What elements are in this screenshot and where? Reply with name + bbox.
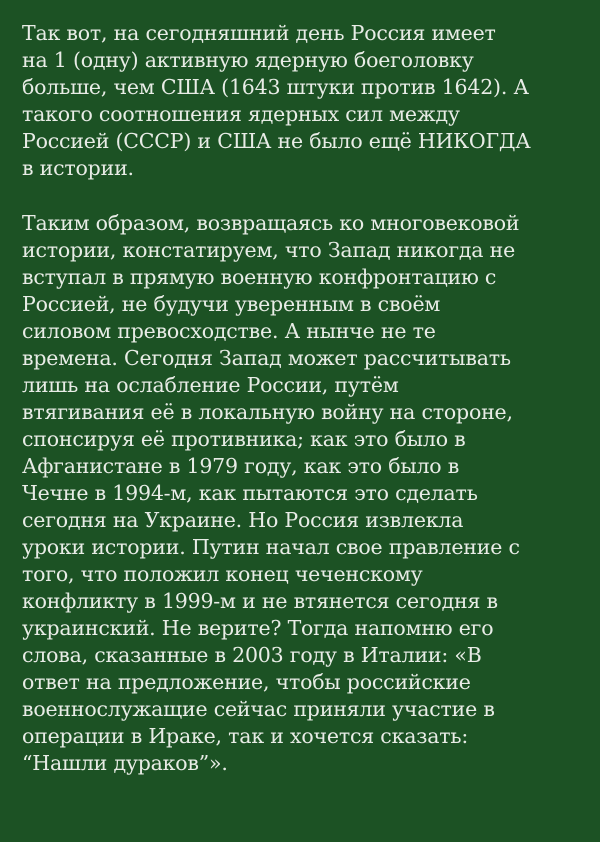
text-line: Афганистане в 1979 году, как это было в <box>22 454 460 478</box>
text-line: конфликту в 1999-м и не втянется сегодня в <box>22 589 498 613</box>
text-line: на 1 (одну) активную ядерную боеголовку <box>22 48 474 72</box>
text-line: втягивания её в локальную войну на стороне, <box>22 400 513 424</box>
paragraph-spacer <box>22 182 582 210</box>
text-line: времена. Сегодня Запад может рассчитывать <box>22 346 511 370</box>
text-line: силовом превосходстве. А нынче не те <box>22 319 436 343</box>
text-line: такого соотношения ядерных сил между <box>22 102 460 126</box>
text-line: истории, констатируем, что Запад никогда не <box>22 238 516 262</box>
text-line: лишь на ослабление России, путём <box>22 373 399 397</box>
paragraph-2 <box>22 210 582 777</box>
text-line: “Нашли дураков”». <box>22 751 228 775</box>
text-line: Россией, не будучи уверенным в своём <box>22 292 441 316</box>
text-line: Таким образом, возвращаясь ко многовековой <box>22 211 520 235</box>
text-line: спонсируя её противника; как это было в <box>22 427 466 451</box>
text-line: военнослужащие сейчас приняли участие в <box>22 697 495 721</box>
text-line: вступал в прямую военную конфронтацию с <box>22 265 497 289</box>
text-line: больше, чем США (1643 штуки против 1642). А <box>22 75 529 99</box>
text-line: Россией (СССР) и США не было ещё НИКОГДА <box>22 129 531 153</box>
text-line: украинский. Не верите? Тогда напомню его <box>22 616 494 640</box>
text-line: сегодня на Украине. Но Россия извлекла <box>22 508 464 532</box>
text-line: Чечне в 1994-м, как пытаются это сделать <box>22 481 478 505</box>
text-line: Так вот, на сегодняшний день Россия имеет <box>22 21 496 45</box>
text-line: в истории. <box>22 156 134 180</box>
text-line: слова, сказанные в 2003 году в Италии: «В <box>22 643 482 667</box>
text-line: операции в Ираке, так и хочется сказать: <box>22 724 469 748</box>
text-line: ответ на предложение, чтобы российские <box>22 670 471 694</box>
text-line: уроки истории. Путин начал свое правление с <box>22 535 520 559</box>
text-line: того, что положил конец чеченскому <box>22 562 423 586</box>
paragraph-1 <box>22 20 582 182</box>
